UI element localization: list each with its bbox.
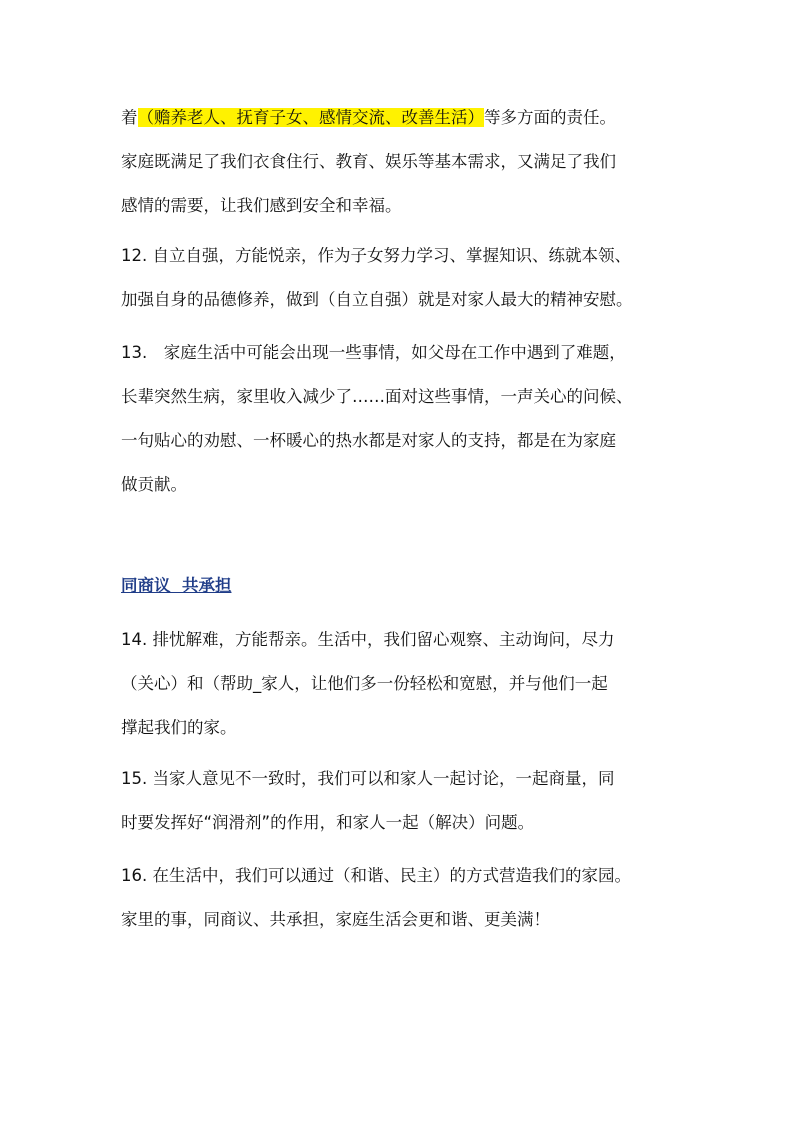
paragraph-line: （关心）和（帮助_家人，让他们多一份轻松和宽慰，并与他们一起 [121, 674, 608, 693]
paragraph-line: 16. 在生活中，我们可以通过（和谐、民主）的方式营造我们的家园。 [121, 866, 631, 885]
paragraph-11 [121, 96, 677, 228]
paragraph-15 [121, 757, 677, 845]
paragraph-line: 一句贴心的劝慰、一杯暖心的热水都是对家人的支持，都是在为家庭 [121, 431, 616, 450]
paragraph-line [121, 96, 677, 140]
paragraph-line: 13. 家庭生活中可能会出现一些事情，如父母在工作中遇到了难题， [121, 343, 626, 362]
paragraph-14 [121, 618, 677, 750]
paragraph-line: 加强自身的品德修养，做到（自立自强）就是对家人最大的精神安慰。 [121, 290, 633, 309]
paragraph-12 [121, 234, 677, 322]
paragraph-16 [121, 854, 677, 942]
paragraph-line: 14. 排忧解难，方能帮亲。生活中，我们留心观察、主动询问，尽力 [121, 630, 615, 649]
line-prefix: 着 [121, 108, 138, 127]
paragraph-line: 感情的需要，让我们感到安全和幸福。 [121, 196, 402, 215]
paragraph-line: 撑起我们的家。 [121, 718, 237, 737]
paragraph-line: 12. 自立自强，方能悦亲，作为子女努力学习、掌握知识、练就本领、 [121, 246, 631, 265]
paragraph-line: 家里的事，同商议、共承担，家庭生活会更和谐、更美满！ [121, 910, 550, 929]
paragraph-line: 长辈突然生病，家里收入减少了……面对这些事情，一声关心的问候、 [121, 387, 633, 406]
paragraph-13 [121, 331, 677, 507]
highlighted-answer: （赡养老人、抚育子女、感情交流、改善生活） [137, 108, 484, 127]
line-suffix: 等多方面的责任。 [484, 108, 616, 127]
paragraph-line: 时要发挥好“润滑剂”的作用，和家人一起（解决）问题。 [121, 813, 535, 832]
section-heading: 同商议 共承担 [121, 576, 232, 595]
paragraph-line: 做贡献。 [121, 475, 187, 494]
paragraph-line: 家庭既满足了我们衣食住行、教育、娱乐等基本需求，又满足了我们 [121, 152, 616, 171]
paragraph-line: 15. 当家人意见不一致时，我们可以和家人一起讨论，一起商量，同 [121, 769, 615, 788]
